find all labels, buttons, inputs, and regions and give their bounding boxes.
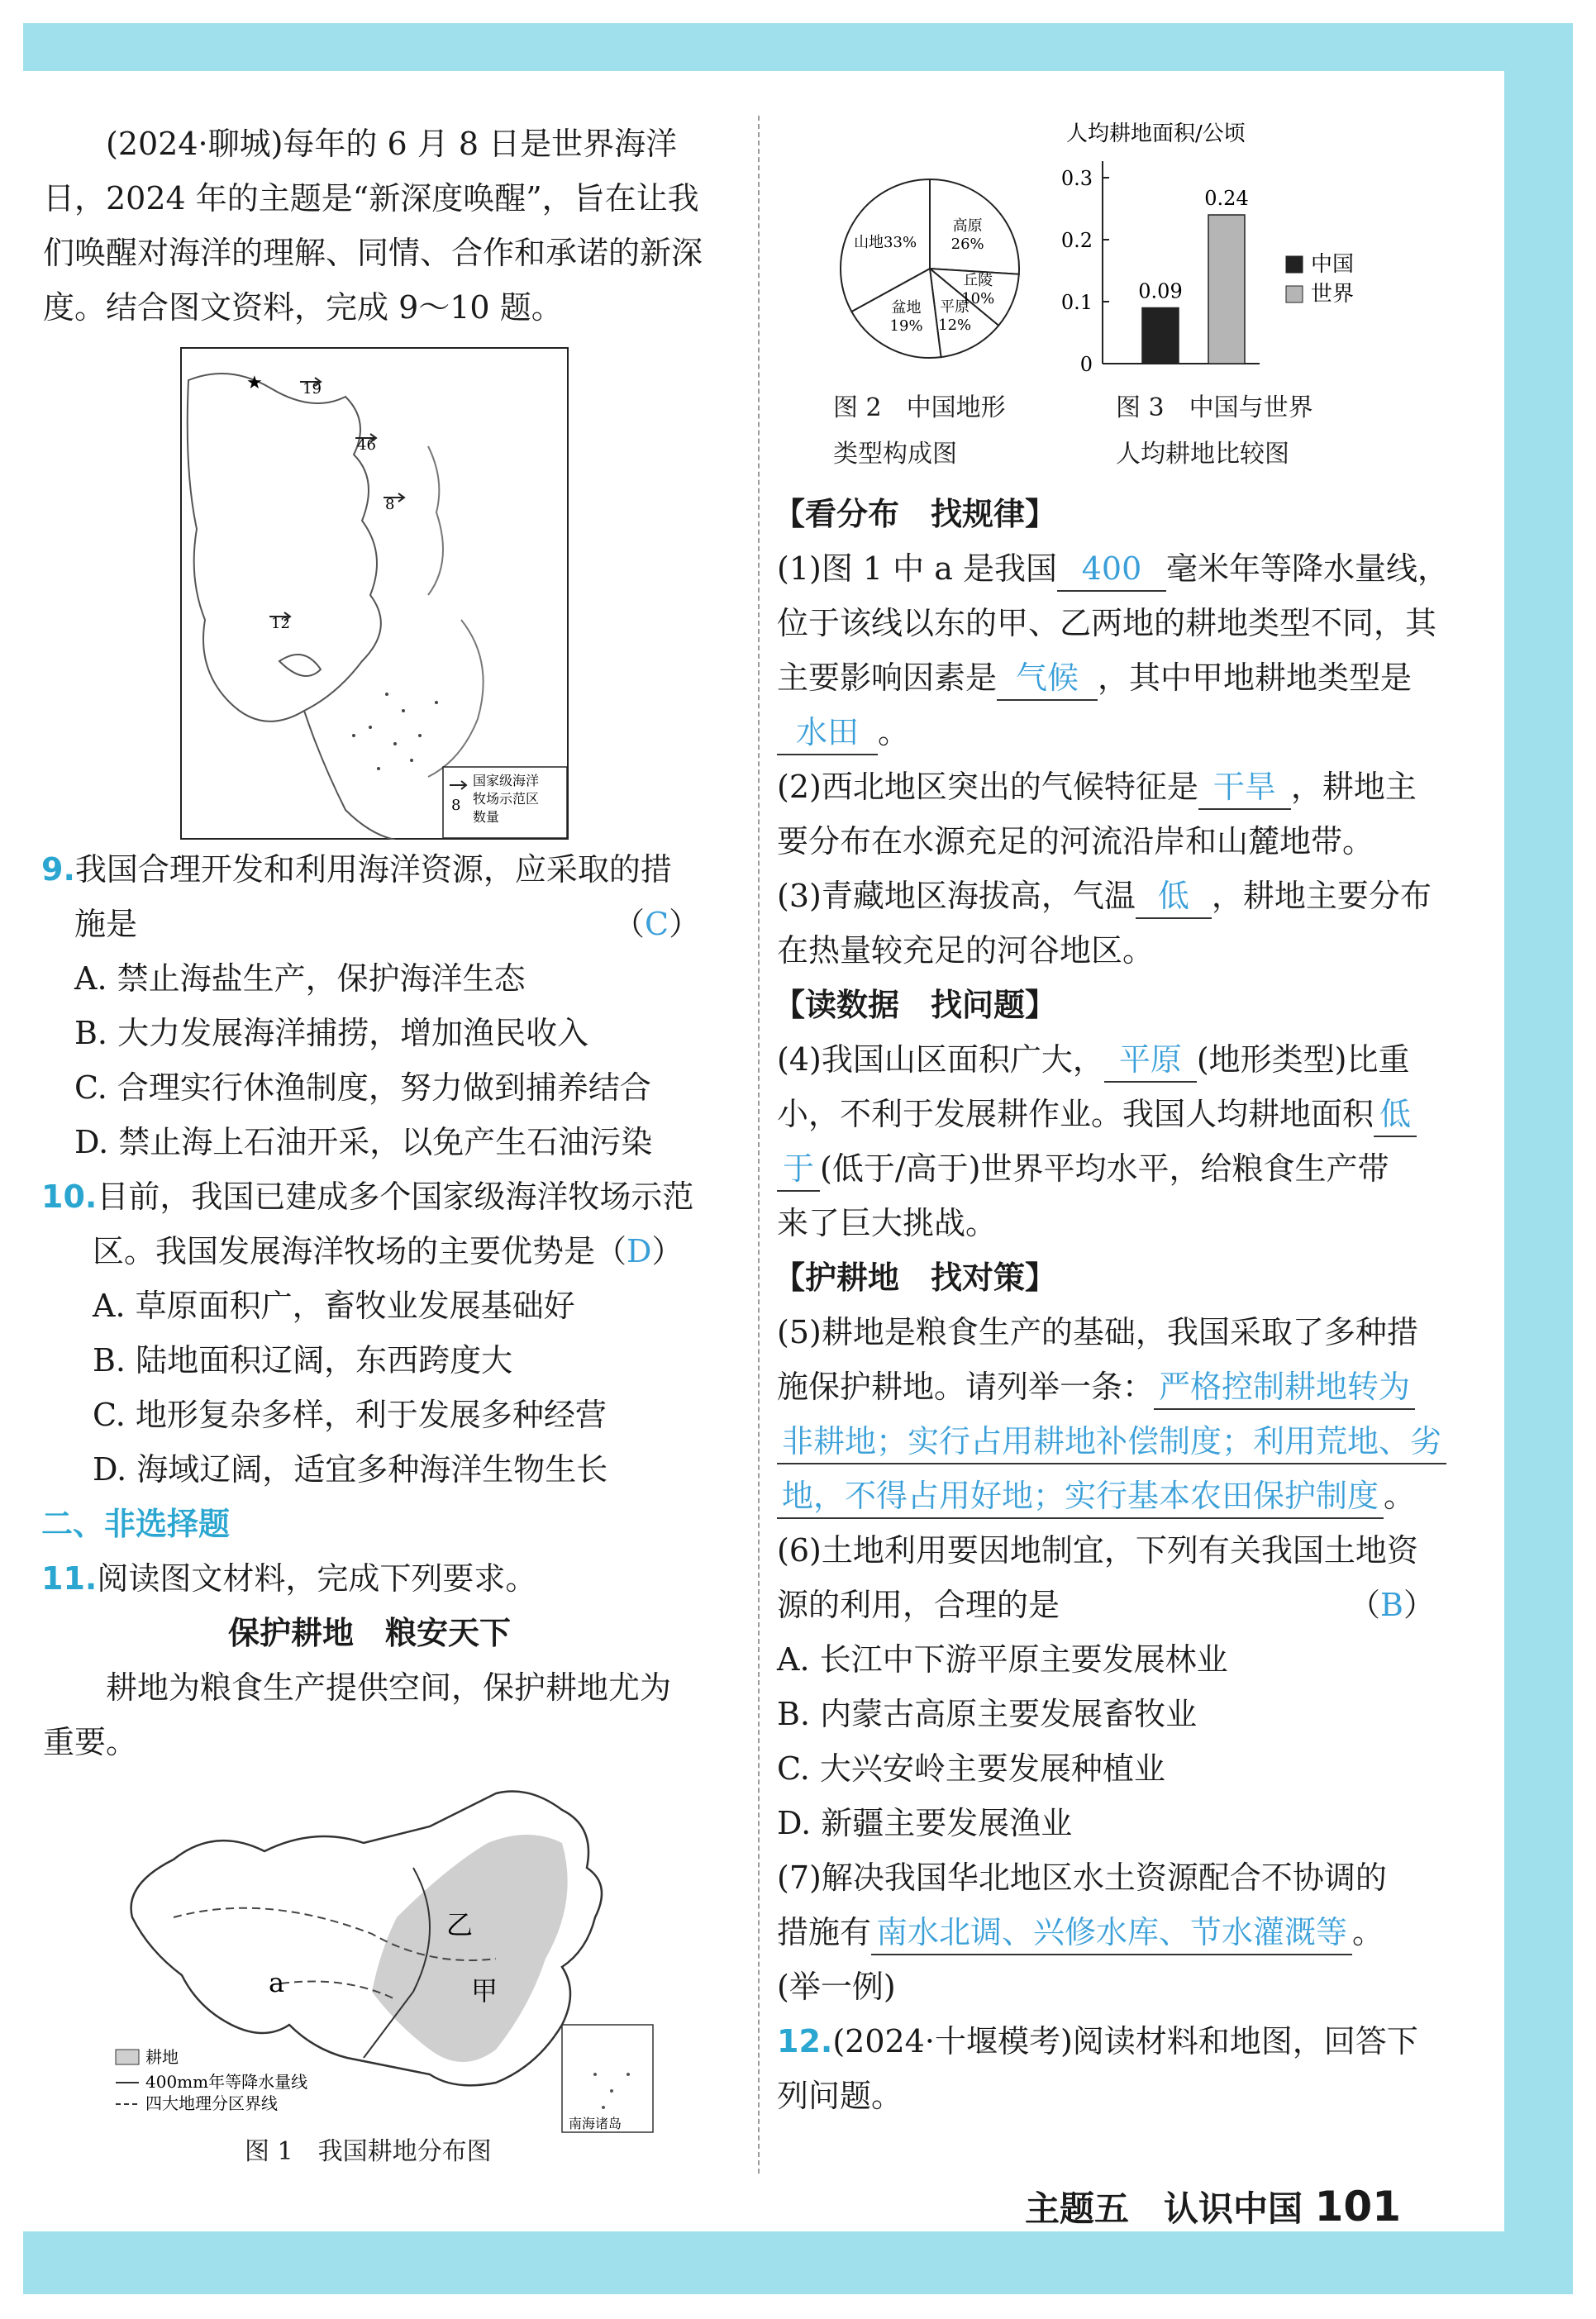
y-tick-label-3: 0 xyxy=(1079,353,1093,376)
s7-line-2 xyxy=(777,1911,1384,1955)
label-yi: 乙 xyxy=(446,1909,474,1940)
q9-option-d: D. 禁止海上石油开采，以免产生石油污染 xyxy=(74,1124,653,1160)
q9-option-b: B. 大力发展海洋捕捞，增加渔民收入 xyxy=(74,1015,589,1051)
pie-label-5: 山地33% xyxy=(854,234,917,252)
map-frame xyxy=(181,348,568,839)
s6-answer: （B） xyxy=(1349,1587,1435,1623)
q12-line-1 xyxy=(777,2020,1418,2063)
fig1-caption: 图 1 我国耕地分布图 xyxy=(245,2137,492,2166)
q9-option-a: A. 禁止海盐生产，保护海洋生态 xyxy=(74,960,526,997)
star-icon: ★ xyxy=(246,373,263,393)
legend-text-1: 国家级海洋 xyxy=(473,773,540,788)
s2-line-1 xyxy=(777,765,1417,810)
s2-blank-1: 干旱 xyxy=(1198,765,1291,810)
s5-blank-2: 非耕地；实行占用耕地补偿制度；利用荒地、劣 xyxy=(777,1420,1446,1464)
q11-para-2: 重要。 xyxy=(43,1724,138,1760)
q11-line-1 xyxy=(41,1557,536,1600)
s1-text-d: ，其中甲地耕地类型是 xyxy=(1098,660,1413,696)
fig3-caption-2: 人均耕地比较图 xyxy=(1116,440,1289,469)
q12-text: (2024·十堰模考)阅读材料和地图，回答下 xyxy=(832,2023,1418,2059)
map-number-19: 19 xyxy=(303,380,322,398)
s1-blank-3: 水田 xyxy=(777,711,878,755)
y-tick-label-1: 0.2 xyxy=(1060,229,1093,252)
pie-pct-1: 26% xyxy=(950,236,984,254)
q9-number: 9. xyxy=(41,851,75,888)
s1-period: 。 xyxy=(878,714,910,750)
s4-text-b: (地形类型)比重 xyxy=(1196,1041,1410,1078)
s5-blank-3: 地，不得占用好地；实行基本农田保护制度 xyxy=(777,1474,1384,1519)
legend-swatch-1 xyxy=(1286,286,1303,302)
s4-line-1 xyxy=(777,1038,1409,1083)
s4-line-4: 来了巨大挑战。 xyxy=(777,1205,998,1241)
q9-line-2: 施是 xyxy=(74,906,138,942)
s5-text-a: 施保护耕地。请列举一条： xyxy=(777,1369,1155,1405)
s4-text-c: 小，不利于发展耕作业。我国人均耕地面积 xyxy=(777,1096,1374,1132)
s1-line-4 xyxy=(777,711,909,755)
bar-value-label-1: 0.24 xyxy=(1204,187,1249,210)
s3-text-b: ，耕地主要分布 xyxy=(1211,878,1432,914)
s1-line-3 xyxy=(777,656,1412,701)
ocean-ranch-map xyxy=(180,347,569,840)
map-number-8: 8 xyxy=(385,496,395,513)
q10-text: 目前，我国已建成多个国家级海洋牧场示范 xyxy=(97,1179,694,1215)
s3-line-1 xyxy=(777,874,1432,919)
intro-line-3: 们唤醒对海洋的理解、同情、合作和承诺的新深 xyxy=(43,235,703,271)
bar-中国 xyxy=(1142,308,1179,364)
s3-line-2: 在热量较充足的河谷地区。 xyxy=(777,932,1155,969)
pie-pct-4: 19% xyxy=(889,317,923,335)
footer-topic: 主题五 认识中国 xyxy=(1025,2188,1303,2229)
fig3-caption-1: 图 3 中国与世界 xyxy=(1116,393,1313,422)
fig2-caption-1: 图 2 中国地形 xyxy=(833,393,1006,422)
s4-line-3 xyxy=(777,1147,1389,1192)
s5-line-4 xyxy=(777,1474,1415,1519)
legend-label-0: 中国 xyxy=(1311,252,1355,277)
s6-option-b: B. 内蒙古高原主要发展畜牧业 xyxy=(777,1696,1198,1732)
intro-line-2: 日，2024 年的主题是“新深度唤醒”，旨在让我 xyxy=(43,180,699,217)
s5-period: 。 xyxy=(1384,1478,1416,1514)
y-tick-label-0: 0.3 xyxy=(1060,167,1093,190)
q10-number: 10. xyxy=(41,1179,98,1215)
inset-label: 南海诸岛 xyxy=(569,2116,622,2131)
s4-line-2 xyxy=(777,1093,1417,1137)
s7-line-3: (举一例) xyxy=(777,1969,896,2005)
legend-label-1: 世界 xyxy=(1311,282,1355,307)
s1-line-1 xyxy=(777,547,1449,592)
intro-line-4: 度。结合图文资料，完成 9～10 题。 xyxy=(43,289,563,326)
map-number-12: 12 xyxy=(271,615,290,632)
q11-text: 阅读图文材料，完成下列要求。 xyxy=(97,1560,537,1597)
s5-blank-1: 严格控制耕地转为 xyxy=(1154,1365,1415,1410)
q11-title: 保护耕地 粮安天下 xyxy=(228,1615,512,1651)
s3-text-a: (3)青藏地区海拔高，气温 xyxy=(777,878,1136,914)
q11-number: 11. xyxy=(41,1560,98,1597)
legend-number: 8 xyxy=(451,797,461,814)
column-divider xyxy=(758,116,760,2174)
right-color-band xyxy=(1504,71,1573,2294)
label-a: a xyxy=(269,1967,285,1998)
q10-option-b: B. 陆地面积辽阔，东西跨度大 xyxy=(93,1342,513,1379)
s4-blank-1: 平原 xyxy=(1104,1038,1197,1083)
s4-blank-2a: 低 xyxy=(1374,1093,1417,1137)
farmland-area xyxy=(372,1835,568,2062)
s6-line-1: (6)土地利用要因地制宜，下列有关我国土地资 xyxy=(777,1532,1418,1569)
q9-answer: （C） xyxy=(613,906,701,942)
q10-text-2: 区。我国发展海洋牧场的主要优势是 xyxy=(93,1233,596,1269)
terrain-pie-chart xyxy=(835,174,1025,364)
legend-farmland: 耕地 xyxy=(145,2047,179,2067)
s6-option-c: C. 大兴安岭主要发展种植业 xyxy=(777,1750,1165,1787)
legend-precip: 400mm年等降水量线 xyxy=(145,2072,308,2092)
farmland-map xyxy=(99,1777,678,2140)
heading-data: 【读数据 找问题】 xyxy=(774,987,1057,1023)
s1-blank-2: 气候 xyxy=(997,656,1098,701)
q10-option-c: C. 地形复杂多样，利于发展多种经营 xyxy=(93,1397,607,1433)
legend-text-3: 数量 xyxy=(473,809,500,825)
q9-text: 我国合理开发和利用海洋资源，应采取的措 xyxy=(74,851,672,888)
arable-land-bar-chart xyxy=(1050,116,1438,380)
pie-pct-3: 12% xyxy=(938,316,972,334)
s7-text-a: 措施有 xyxy=(777,1914,872,1950)
pie-label-2: 丘陵 xyxy=(963,272,993,290)
q12-number: 12. xyxy=(777,2023,833,2059)
s2-text-a: (2)西北地区突出的气候特征是 xyxy=(777,769,1198,805)
s4-text-d: (低于/高于)世界平均水平，给粮食生产带 xyxy=(820,1150,1389,1187)
pie-label-3: 平原 xyxy=(940,298,970,316)
page-footer xyxy=(1025,2182,1401,2231)
bar-value-label-0: 0.09 xyxy=(1138,279,1183,303)
s7-blank-1: 南水北调、兴修水库、节水灌溉等 xyxy=(871,1911,1352,1955)
bottom-color-band xyxy=(23,2231,1573,2294)
s7-line-1: (7)解决我国华北地区水土资源配合不协调的 xyxy=(777,1859,1387,1896)
s6-answer-letter: B xyxy=(1380,1587,1403,1623)
y-tick-label-2: 0.1 xyxy=(1060,291,1093,314)
s5-line-3 xyxy=(777,1420,1446,1464)
q12-line-2: 列问题。 xyxy=(777,2078,903,2114)
q9-answer-letter: C xyxy=(645,906,669,942)
pie-label-4: 盆地 xyxy=(891,298,922,317)
page-number: 101 xyxy=(1314,2183,1402,2231)
s6-option-d: D. 新疆主要发展渔业 xyxy=(777,1805,1073,1841)
fig2-caption-2: 类型构成图 xyxy=(833,440,957,469)
section-heading: 二、非选择题 xyxy=(41,1506,231,1542)
heading-protect: 【护耕地 找对策】 xyxy=(774,1259,1057,1296)
label-jia: 甲 xyxy=(471,1975,498,2007)
legend-division: 四大地理分区界线 xyxy=(145,2093,278,2113)
s1-text-b: 毫米年等降水量线， xyxy=(1165,550,1449,587)
s3-blank-1: 低 xyxy=(1136,874,1212,919)
q10-answer-letter: D xyxy=(626,1233,652,1269)
s1-text-a: (1)图 1 中 a 是我国 xyxy=(777,550,1057,587)
s4-text-a: (4)我国山区面积广大， xyxy=(777,1041,1104,1078)
s2-line-2: 要分布在水源充足的河流沿岸和山麓地带。 xyxy=(777,823,1374,860)
q11-para-1: 耕地为粮食生产提供空间，保护耕地尤为 xyxy=(106,1669,672,1706)
q9-line-1 xyxy=(41,848,672,891)
heading-distribution: 【看分布 找规律】 xyxy=(774,496,1057,532)
map-number-46: 46 xyxy=(357,436,376,454)
s4-blank-2b: 于 xyxy=(777,1147,820,1192)
intro-line-1: (2024·聊城)每年的 6 月 8 日是世界海洋 xyxy=(106,126,678,162)
top-color-band xyxy=(23,23,1573,71)
s1-line-2: 位于该线以东的甲、乙两地的耕地类型不同，其 xyxy=(777,605,1437,641)
s6-option-a: A. 长江中下游平原主要发展林业 xyxy=(777,1641,1228,1678)
s5-line-1: (5)耕地是粮食生产的基础，我国采取了多种措 xyxy=(777,1314,1418,1350)
legend-swatch-0 xyxy=(1286,256,1303,273)
q10-option-a: A. 草原面积广，畜牧业发展基础好 xyxy=(93,1288,575,1324)
q9-option-c: C. 合理实行休渔制度，努力做到捕养结合 xyxy=(74,1069,651,1106)
q10-line-1 xyxy=(41,1175,693,1218)
legend-text-2: 牧场示范区 xyxy=(473,791,540,807)
pie-label-1: 高原 xyxy=(952,217,983,236)
s2-text-b: ，耕地主 xyxy=(1290,769,1417,805)
pie-pct-2: 10% xyxy=(961,290,995,308)
bar-世界 xyxy=(1208,215,1245,364)
y-axis-label: 人均耕地面积/公顷 xyxy=(1066,121,1246,146)
s1-blank-1: 400 xyxy=(1057,547,1166,592)
s5-line-2 xyxy=(777,1365,1415,1410)
s1-text-c: 主要影响因素是 xyxy=(777,660,998,696)
s6-line-2: 源的利用，合理的是 xyxy=(777,1587,1060,1623)
s7-period: 。 xyxy=(1352,1914,1384,1950)
q10-line-2: 区。我国发展海洋牧场的主要优势是（D） xyxy=(93,1233,684,1269)
q10-option-d: D. 海域辽阔，适宜多种海洋生物生长 xyxy=(93,1451,608,1488)
legend-farmland-swatch xyxy=(116,2050,139,2064)
